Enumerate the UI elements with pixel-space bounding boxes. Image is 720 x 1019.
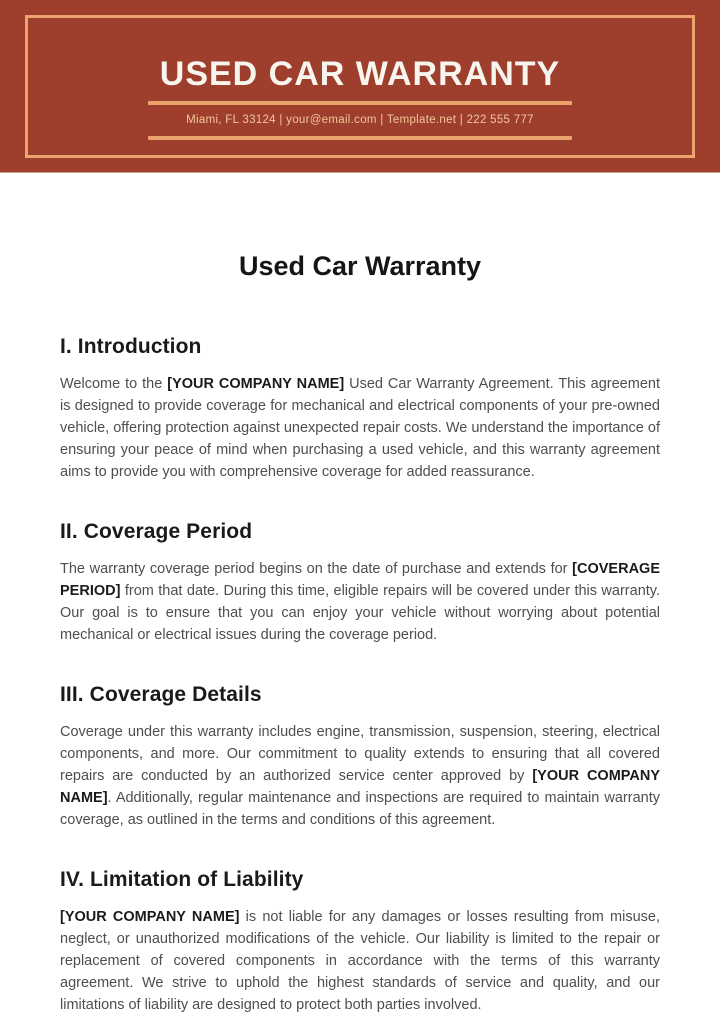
warranty-section (60, 682, 660, 831)
section-paragraph (60, 373, 660, 483)
placeholder-token: [YOUR COMPANY NAME] (60, 909, 240, 925)
warranty-section (60, 519, 660, 646)
section-paragraph (60, 558, 660, 646)
header-banner (0, 0, 720, 173)
section-paragraph (60, 906, 660, 1016)
section-heading: II. Coverage Period (60, 520, 253, 543)
warranty-section (60, 867, 660, 1016)
placeholder-token: [COVERAGE PERIOD] (60, 561, 660, 599)
section-heading: IV. Limitation of Liability (60, 868, 304, 891)
paragraph-text: . Additionally, regular maintenance and inspections are required to maintain warranty coverage, as outlined in the terms and conditions of this agreement. (60, 790, 660, 828)
banner-divider-top (148, 101, 572, 105)
paragraph-text: Used Car Warranty Agreement. This agreement is designed to provide coverage for mechanical and electrical components of your pre-owned vehicle, offering protection against unexpected repair costs. We understand the importance of ensuring your peace of mind when purchasing a used vehicle, and this warranty agreement aims to provide you with comprehensive coverage for added reassurance. (60, 376, 660, 480)
paragraph-text: Coverage under this warranty includes engine, transmission, suspension, steering, electrical components, and more. Our commitment to quality extends to ensuring that all covered repairs are conducted by an authorized service center approved by (60, 724, 660, 784)
section-heading: I. Introduction (60, 335, 202, 358)
paragraph-text: from that date. During this time, eligible repairs will be covered under this warranty. Our goal is to ensure that you can enjoy your vehicle without worrying about potential mechanical or electrical issues during the coverage period. (60, 583, 660, 643)
document-body (0, 250, 720, 1016)
section-heading: III. Coverage Details (60, 683, 262, 706)
sections-container (60, 334, 660, 1016)
document-title: Used Car Warranty (238, 251, 482, 281)
banner-content (0, 0, 720, 172)
banner-divider-bottom (148, 136, 572, 140)
paragraph-text: The warranty coverage period begins on the date of purchase and extends for (60, 561, 573, 577)
paragraph-text: Welcome to the (60, 376, 168, 392)
section-paragraph (60, 721, 660, 831)
placeholder-token: [YOUR COMPANY NAME] (167, 376, 345, 392)
banner-contact-line: Miami, FL 33124 | your@email.com | Template.net | 222 555 777 (186, 114, 534, 126)
banner-title: USED CAR WARRANTY (159, 55, 561, 93)
warranty-section (60, 334, 660, 483)
paragraph-text: is not liable for any damages or losses resulting from misuse, neglect, or unauthorized modifications of the vehicle. Our liability is limited to the repair or replacement of covered components in accordance with the terms of this warranty agreement. We strive to uphold the highest standards of service and quality, and our limitations of liability are designed to protect both parties involved. (60, 909, 660, 1013)
placeholder-token: [YOUR COMPANY NAME] (60, 768, 661, 806)
